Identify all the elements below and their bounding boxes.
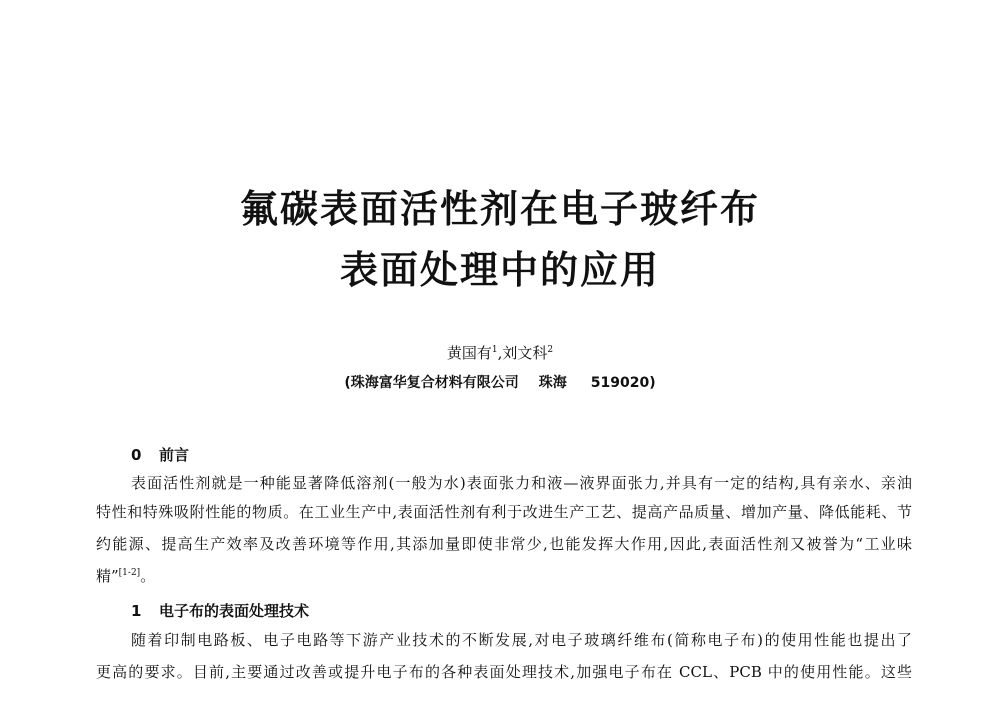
paragraph-line: 表面活性剂就是一种能显著降低溶剂(一般为水)表面张力和液—液界面张力,并具有一定的结构,具有亲水、亲油 xyxy=(131,474,912,492)
paragraph-line: 约能源、提高生产效率及改善环境等作用,其添加量即使非常少,也能发挥大作用,因此,表面活性剂又被誉为“工业味 xyxy=(96,535,912,553)
affiliation-open-paren: ( xyxy=(344,375,351,391)
affiliation xyxy=(0,372,1000,392)
affiliation-postcode: 519020 xyxy=(590,375,650,391)
section-number: 0 xyxy=(131,446,142,464)
affiliation-city: 珠海 xyxy=(538,375,567,391)
section-heading xyxy=(131,444,189,465)
paragraph-line: 更高的要求。目前,主要通过改善或提升电子布的各种表面处理技术,加强电子布在 CCL、PCB 中的使用性能。这些 xyxy=(96,663,912,681)
author-separator: , xyxy=(497,344,503,362)
paragraph-end-punct: 。 xyxy=(140,567,156,585)
paper-title-line-1: 氟碳表面活性剂在电子玻纤布 xyxy=(239,187,760,231)
section-title: 电子布的表面处理技术 xyxy=(159,602,310,620)
paragraph-line: 特性和特殊吸附性能的物质。在工业生产中,表面活性剂有利于改进生产工艺、提高产品质量、增加产量、降低能耗、节 xyxy=(96,503,912,521)
affiliation-organization: 珠海富华复合材料有限公司 xyxy=(350,375,519,391)
author-affiliation-mark: 2 xyxy=(547,345,554,355)
paragraph-line: 随着印制电路板、电子电路等下游产业技术的不断发展,对电子玻璃纤维布(简称电子布)的使用性能也提出了 xyxy=(131,631,912,649)
section-number: 1 xyxy=(131,602,142,620)
paragraph-line xyxy=(96,569,912,584)
affiliation-close-paren: ) xyxy=(649,375,656,391)
section-heading xyxy=(131,600,309,621)
author-name: 刘文科 xyxy=(502,344,548,362)
paragraph-text: 精” xyxy=(96,567,119,585)
paper-title-line-2: 表面处理中的应用 xyxy=(339,248,660,292)
citation-ref: [1-2] xyxy=(118,568,141,578)
author-list xyxy=(0,342,1000,363)
author-affiliation-mark: 1 xyxy=(491,345,498,355)
section-title: 前言 xyxy=(159,446,190,464)
author-name: 黄国有 xyxy=(446,344,492,362)
